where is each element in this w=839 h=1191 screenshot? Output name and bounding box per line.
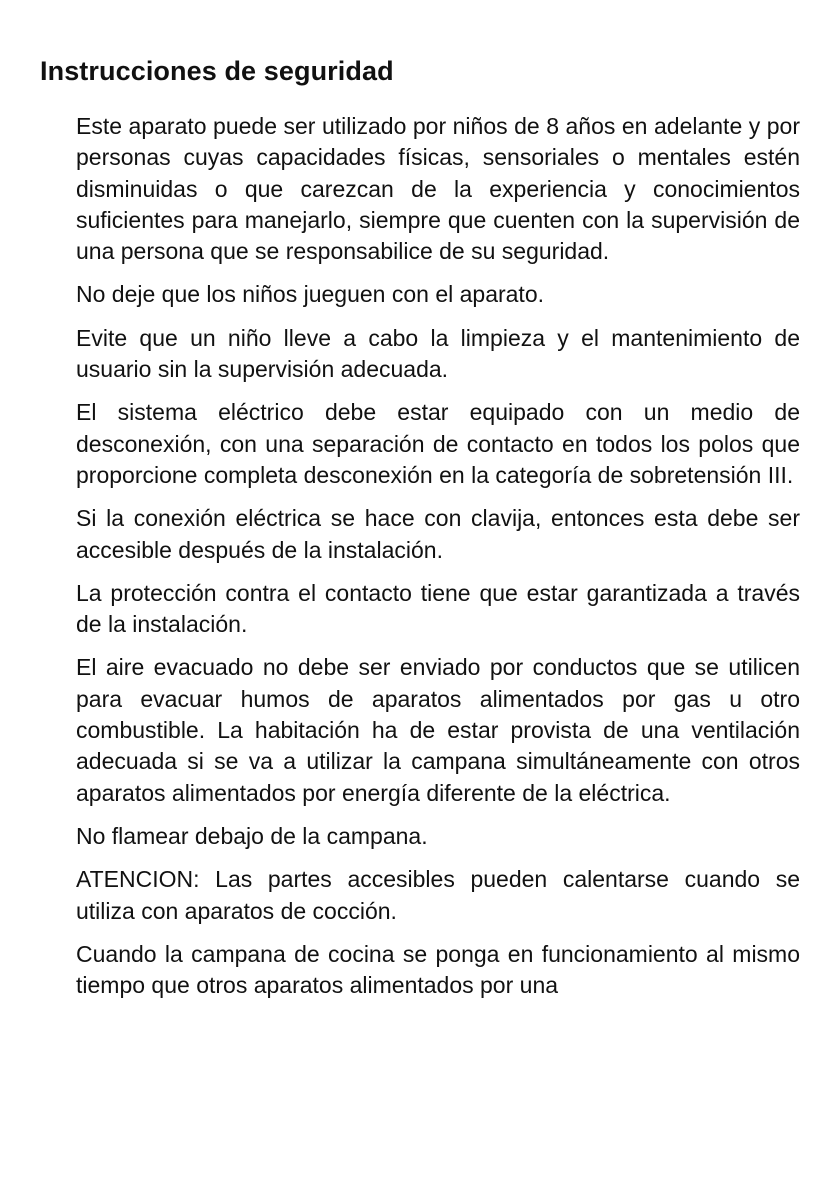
section-title: Instrucciones de seguridad (40, 56, 394, 86)
paragraph-cleaning-maintenance: Evite que un niño lleve a cabo la limpieza y el mantenimiento de usuario sin la supervisión adecuada. (76, 324, 800, 383)
paragraph-simultaneous-operation: Cuando la campana de cocina se ponga en funcionamiento al mismo tiempo que otros aparatos alimentados por una (76, 940, 800, 999)
paragraph-contact-protection: La protección contra el contacto tiene que estar garantizada a través de la instalación. (76, 579, 800, 638)
paragraph-plug-access: Si la conexión eléctrica se hace con clavija, entonces esta debe ser accesible después de la instalación. (76, 505, 800, 563)
safety-instructions-body (76, 111, 800, 1013)
paragraph-children-play: No deje que los niños jueguen con el aparato. (76, 281, 545, 308)
paragraph-warning-hot-parts: ATENCION: Las partes accesibles pueden calentarse cuando se utiliza con aparatos de cocción. (76, 866, 800, 924)
paragraph-children-supervision: Este aparato puede ser utilizado por niños de 8 años en adelante y por personas cuyas capacidades físicas, sensoriales o mentales estén disminuidas o que carezcan de la experiencia y conocimientos suficientes para manejarlo, siempre que cuenten con la supervisión de una persona que se responsabilice de su seguridad. (76, 113, 800, 265)
paragraph-exhaust-ventilation: El aire evacuado no debe ser enviado por conductos que se utilicen para evacuar humos de aparatos alimentados por gas u otro combustible. La habitación ha de estar provista de una ventilación adecuada si se va a utilizar la campana simultáneamente con otros aparatos alimentados por energía diferente de la eléctrica. (76, 654, 800, 806)
paragraph-no-flambe: No flamear debajo de la campana. (76, 822, 428, 849)
paragraph-disconnection: El sistema eléctrico debe estar equipado con un medio de desconexión, con una separación de contacto en todos los polos que proporcione completa desconexión en la categoría de sobretensión III. (76, 399, 800, 488)
